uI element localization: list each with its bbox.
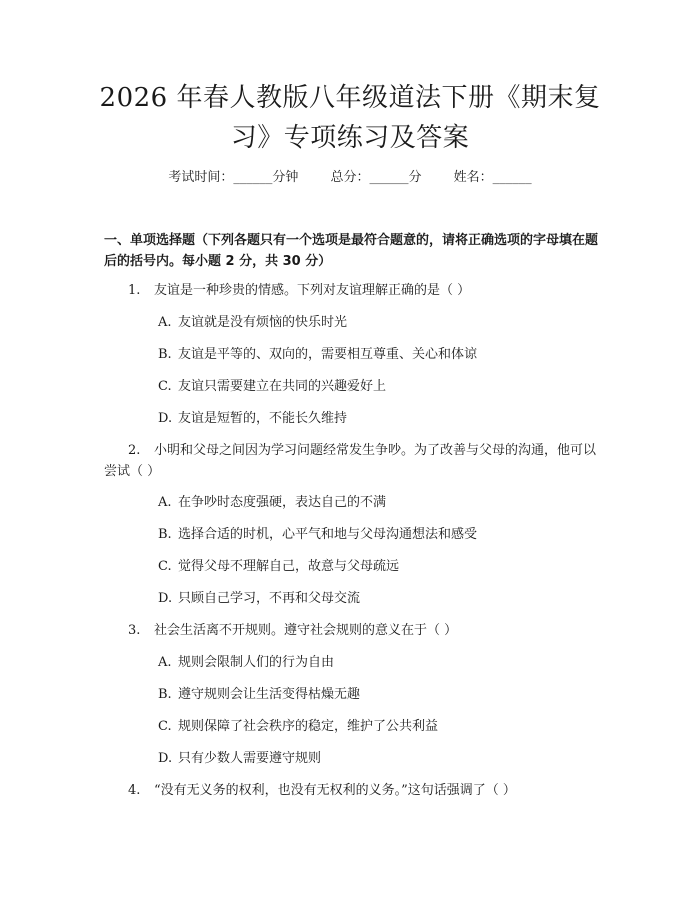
- question-number: 2.: [128, 443, 141, 458]
- option-letter: C.: [158, 559, 172, 574]
- option-1c: [158, 376, 598, 397]
- title-line-1: 2026 年春人教版八年级道法下册《期末复: [99, 83, 601, 113]
- question-number: 3.: [128, 623, 141, 638]
- option-1b: [158, 344, 598, 365]
- option-2d: [158, 588, 598, 609]
- option-text: 遵守规则会让生活变得枯燥无趣: [178, 687, 361, 702]
- option-letter: C.: [158, 719, 172, 734]
- option-letter: A.: [158, 655, 172, 670]
- option-text: 友谊只需要建立在共同的兴趣爱好上: [178, 379, 387, 394]
- question-text: 社会生活离不开规则。遵守社会规则的意义在于（ ）: [154, 623, 458, 638]
- option-text: 友谊是平等的、双向的，需要相互尊重、关心和体谅: [178, 347, 478, 362]
- option-letter: D.: [158, 751, 173, 766]
- option-letter: D.: [158, 411, 173, 426]
- question-text: “没有无义务的权利，也没有无权利的义务。”这句话强调了（ ）: [154, 783, 516, 798]
- option-3b: [158, 684, 598, 705]
- question-text: 友谊是一种珍贵的情感。下列对友谊理解正确的是（ ）: [154, 283, 471, 298]
- total-score: 总分：______分: [330, 170, 422, 185]
- option-letter: B.: [158, 687, 172, 702]
- question-3: [104, 620, 604, 641]
- section-heading: 一、单项选择题（下列各题只有一个选项是最符合题意的，请将正确选项的字母填在题后的括号内。每小题 2 分，共 30 分）: [104, 233, 599, 269]
- option-text: 只有少数人需要遵守规则: [178, 751, 322, 766]
- option-text: 规则会限制人们的行为自由: [178, 655, 335, 670]
- option-letter: A.: [158, 315, 172, 330]
- question-1: [104, 280, 604, 301]
- option-letter: B.: [158, 527, 172, 542]
- option-text: 选择合适的时机，心平气和地与父母沟通想法和感受: [178, 527, 478, 542]
- exam-info: [0, 168, 700, 188]
- option-text: 规则保障了社会秩序的稳定，维护了公共利益: [178, 719, 439, 734]
- option-3a: [158, 652, 598, 673]
- option-1a: [158, 312, 598, 333]
- option-letter: D.: [158, 591, 173, 606]
- option-letter: C.: [158, 379, 172, 394]
- option-1d: [158, 408, 598, 429]
- option-text: 友谊是短暂的，不能长久维持: [178, 411, 348, 426]
- page-title: [60, 78, 640, 158]
- option-text: 友谊就是没有烦恼的快乐时光: [178, 315, 348, 330]
- student-name: 姓名：______: [453, 170, 532, 185]
- title-line-2: 习》专项练习及答案: [230, 123, 470, 153]
- option-2b: [158, 524, 598, 545]
- option-2a: [158, 492, 598, 513]
- question-4: [104, 780, 604, 801]
- option-text: 觉得父母不理解自己，故意与父母疏远: [178, 559, 400, 574]
- option-3c: [158, 716, 598, 737]
- option-3d: [158, 748, 598, 769]
- question-number: 4.: [128, 783, 141, 798]
- option-letter: B.: [158, 347, 172, 362]
- option-text: 只顾自己学习，不再和父母交流: [178, 591, 361, 606]
- option-letter: A.: [158, 495, 172, 510]
- option-text: 在争吵时态度强硬，表达自己的不满: [178, 495, 387, 510]
- exam-time: 考试时间：______分钟: [168, 170, 299, 185]
- option-2c: [158, 556, 598, 577]
- question-2: [104, 440, 604, 482]
- question-text: 小明和父母之间因为学习问题经常发生争吵。为了改善与父母的沟通，他可以尝试（ ）: [104, 443, 597, 479]
- question-number: 1.: [128, 283, 141, 298]
